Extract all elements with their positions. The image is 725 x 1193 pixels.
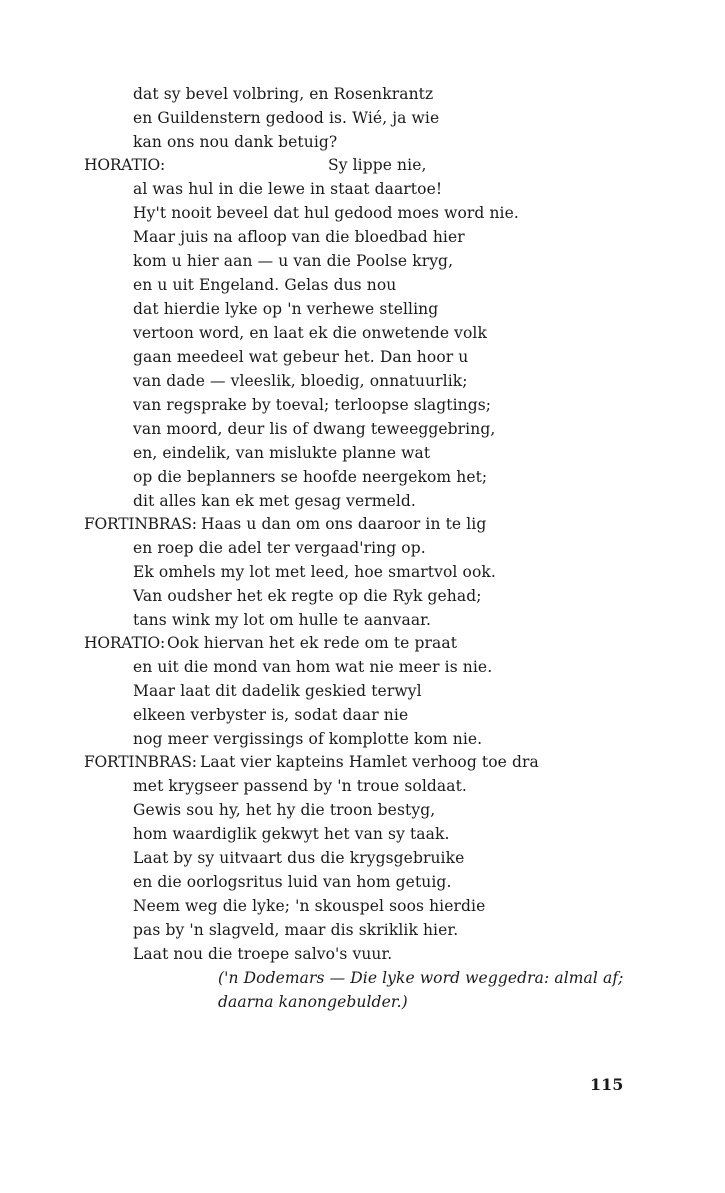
- stage-direction: daarna kanongebulder.): [218, 993, 408, 1011]
- verse-line: van regsprake by toeval; terloopse slagtings;: [133, 396, 492, 414]
- verse-line: Maar laat dit dadelik geskied terwyl: [133, 682, 422, 700]
- verse-line: dit alles kan ek met gesag vermeld.: [133, 492, 416, 510]
- verse-line: en uit die mond van hom wat nie meer is nie.: [133, 658, 493, 676]
- verse-line: kom u hier aan — u van die Poolse kryg,: [133, 252, 454, 270]
- verse-line: Maar juis na afloop van die bloedbad hier: [133, 228, 465, 246]
- page-number: 115: [590, 1075, 624, 1094]
- verse-line: dat sy bevel volbring, en Rosenkrantz: [133, 85, 434, 103]
- verse-line: Hy't nooit beveel dat hul gedood moes word nie.: [133, 204, 519, 222]
- verse-line: van moord, deur lis of dwang teweeggebring,: [133, 420, 496, 438]
- verse-line: en die oorlogsritus luid van hom getuig.: [133, 873, 452, 891]
- verse-line: en roep die adel ter vergaad'ring op.: [133, 539, 426, 557]
- verse-line: gaan meedeel wat gebeur het. Dan hoor u: [133, 348, 469, 366]
- verse-line: dat hierdie lyke op 'n verhewe stelling: [133, 300, 439, 318]
- verse-line: pas by 'n slagveld, maar dis skriklik hier.: [133, 921, 459, 939]
- verse-line: Laat vier kapteins Hamlet verhoog toe dra: [200, 753, 539, 771]
- verse-line: elkeen verbyster is, sodat daar nie: [133, 706, 409, 724]
- verse-line: met krygseer passend by 'n troue soldaat.: [133, 777, 467, 795]
- speaker-name: FORTINBRAS:: [84, 753, 197, 771]
- verse-line: vertoon word, en laat ek die onwetende volk: [133, 324, 487, 342]
- speaker-name: HORATIO:: [84, 156, 166, 174]
- verse-line: Sy lippe nie,: [328, 156, 427, 174]
- verse-line: tans wink my lot om hulle te aanvaar.: [133, 611, 431, 629]
- verse-line: al was hul in die lewe in staat daartoe!: [133, 180, 443, 198]
- speaker-name: FORTINBRAS:: [84, 515, 197, 533]
- verse-line: hom waardiglik gekwyt het van sy taak.: [133, 825, 450, 843]
- verse-line: van dade — vleeslik, bloedig, onnatuurlik;: [133, 372, 468, 390]
- verse-line: en Guildenstern gedood is. Wié, ja wie: [133, 109, 440, 127]
- verse-line: Ek omhels my lot met leed, hoe smartvol ook.: [133, 563, 496, 581]
- verse-line: op die beplanners se hoofde neergekom het;: [133, 468, 488, 486]
- verse-line: Laat nou die troepe salvo's vuur.: [133, 945, 393, 963]
- speaker-name: HORATIO:: [84, 634, 166, 652]
- verse-line: Ook hiervan het ek rede om te praat: [167, 634, 458, 652]
- stage-direction: ('n Dodemars — Die lyke word weggedra: almal af;: [218, 969, 624, 987]
- verse-line: en, eindelik, van mislukte planne wat: [133, 444, 431, 462]
- verse-line: en u uit Engeland. Gelas dus nou: [133, 276, 397, 294]
- verse-line: nog meer vergissings of komplotte kom nie.: [133, 730, 483, 748]
- verse-line: Laat by sy uitvaart dus die krygsgebruike: [133, 849, 465, 867]
- verse-line: kan ons nou dank betuig?: [133, 133, 338, 151]
- verse-line: Van oudsher het ek regte op die Ryk gehad;: [133, 587, 482, 605]
- verse-line: Neem weg die lyke; 'n skouspel soos hierdie: [133, 897, 486, 915]
- verse-line: Gewis sou hy, het hy die troon bestyg,: [133, 801, 436, 819]
- verse-line: Haas u dan om ons daaroor in te lig: [201, 515, 487, 533]
